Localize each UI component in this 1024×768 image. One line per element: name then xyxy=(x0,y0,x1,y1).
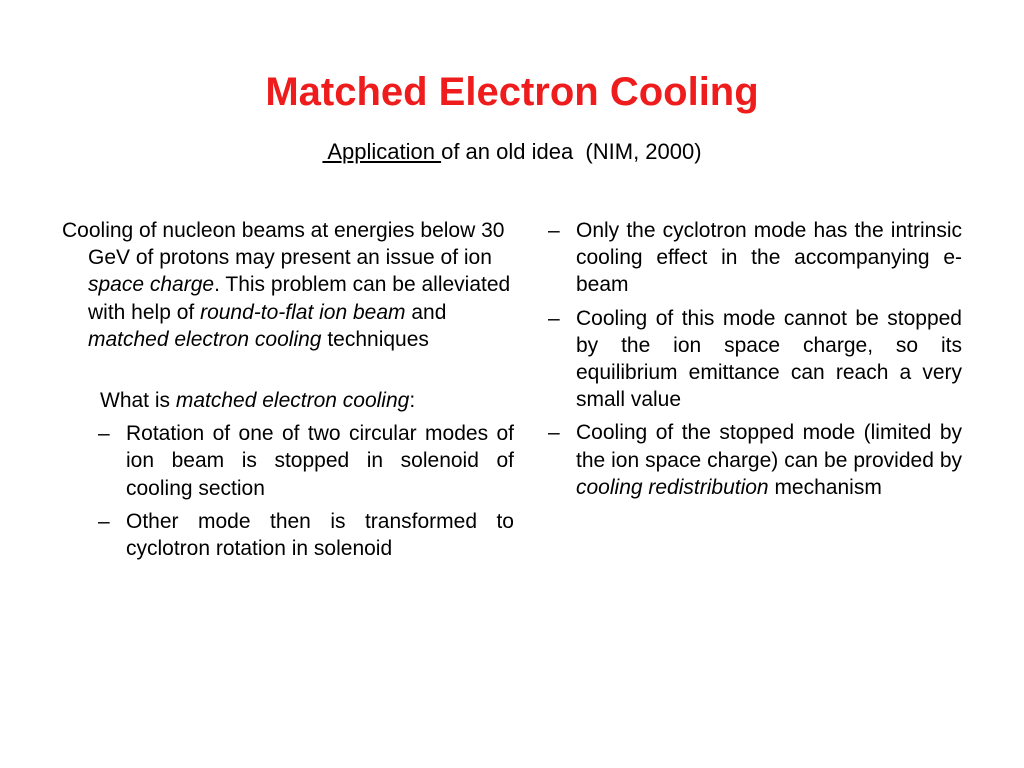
intro-italic-space-charge: space charge xyxy=(88,273,215,297)
left-bullet xyxy=(98,508,514,562)
right-bullet xyxy=(548,419,962,501)
left-column xyxy=(62,217,514,562)
dash-bullet-icon: – xyxy=(548,219,560,242)
what-is-italic: matched electron cooling xyxy=(175,389,410,413)
right-bullet-text: Only the cyclotron mode has the intrinsic cooling effect in the accompanying e-beam xyxy=(576,219,962,297)
intro-italic-round-to-flat: round-to-flat ion beam xyxy=(200,300,406,324)
what-is-colon: : xyxy=(409,389,416,413)
right-bullet xyxy=(548,217,962,299)
intro-italic-matched-cooling: matched electron cooling xyxy=(88,327,322,351)
intro-text-7: techniques xyxy=(321,327,429,351)
dash-bullet-icon: – xyxy=(548,421,560,445)
right-bullet-text-1: Cooling of the stopped mode (limited by the ion space charge) can be provided by xyxy=(576,421,962,472)
right-bullet-text xyxy=(576,421,962,498)
right-bullet-text: Cooling of this mode cannot be stopped by the ion space charge, so its equilibrium emittance can reach a very small value xyxy=(576,306,962,412)
subtitle-rest: of an old idea (NIM, 2000) xyxy=(441,139,702,164)
what-is-heading xyxy=(100,387,514,414)
right-bullet-italic: cooling redistribution xyxy=(576,475,769,499)
left-bullet-text: Rotation of one of two circular modes of ion beam is stopped in solenoid of cooling section xyxy=(126,422,514,500)
left-bullet xyxy=(98,420,514,502)
right-bullet xyxy=(548,305,962,414)
slide-title: Matched Electron Cooling xyxy=(265,70,759,114)
right-bullet-text-3: mechanism xyxy=(768,475,882,499)
intro-text-1: Cooling of nucleon beams at energies below 30 GeV of protons may present an issue of ion xyxy=(62,219,505,270)
right-column xyxy=(548,217,962,501)
dash-bullet-icon: – xyxy=(98,422,110,446)
intro-text-5: and xyxy=(405,300,447,324)
intro-paragraph xyxy=(62,217,514,353)
dash-bullet-icon: – xyxy=(548,306,560,330)
slide-subtitle xyxy=(0,138,1024,166)
intro-text-3: . This problem can be alleviated with help of xyxy=(88,273,511,324)
subtitle-underlined: Application xyxy=(322,139,442,164)
left-bullet-text: Other mode then is transformed to cyclotron rotation in solenoid xyxy=(126,509,514,561)
dash-bullet-icon: – xyxy=(98,509,110,533)
what-is-text-1: What is xyxy=(100,389,176,413)
